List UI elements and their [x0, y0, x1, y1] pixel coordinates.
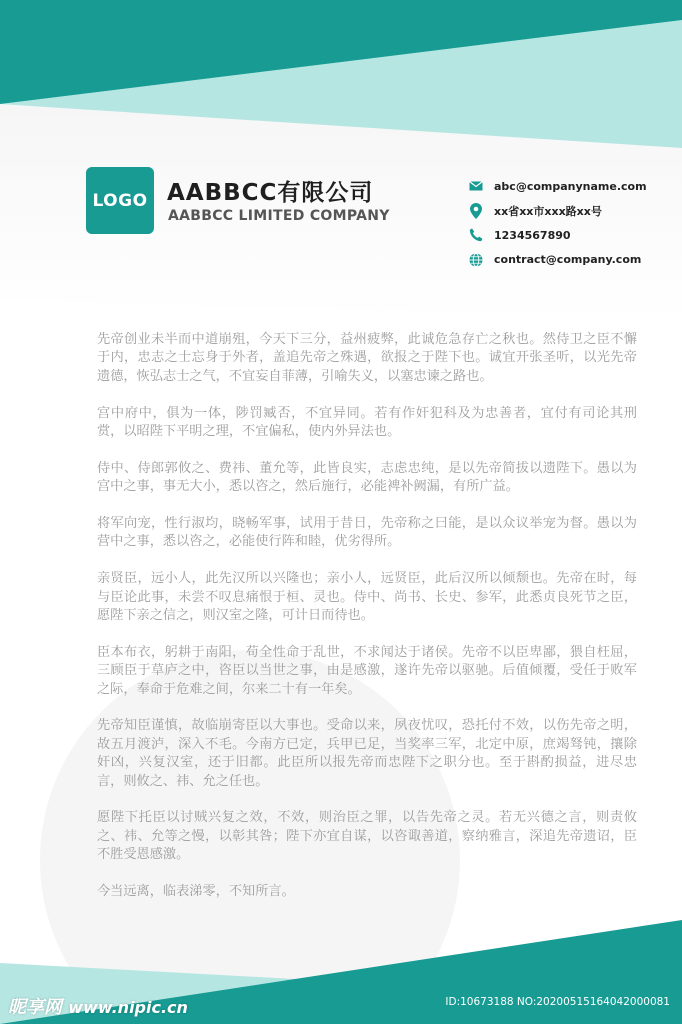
globe-icon — [468, 252, 484, 268]
body-paragraph: 先帝知臣谨慎，故临崩寄臣以大事也。受命以来，夙夜忧叹，恐托付不效，以伤先帝之明，故五月渡泸，深入不毛。今南方已定，兵甲已足，当奖率三军，北定中原，庶竭驽钝，攘除奸凶，兴复汉室，还于旧都。此臣所以报先帝而忠陛下之职分也。至于斟酌损益，进尽忠言，则攸之、祎、允之任也。 — [97, 718, 637, 789]
body-paragraph: 将军向宠，性行淑均，晓畅军事，试用于昔日，先帝称之曰能，是以众议举宠为督。愚以为营中之事，悉以咨之，必能使行阵和睦，优劣得所。 — [97, 516, 637, 550]
email-text: abc@companyname.com — [494, 179, 647, 193]
contact-block — [468, 174, 668, 272]
body-paragraph: 宫中府中，俱为一体，陟罚臧否，不宜异同。若有作奸犯科及为忠善者，宜付有司论其刑赏，以昭陛下平明之理，不宜偏私，使内外异法也。 — [97, 405, 637, 440]
watermark-site — [8, 993, 188, 1019]
address-text: xx省xx市xxx路xx号 — [494, 204, 602, 218]
contact-email — [468, 174, 668, 199]
contact-address — [468, 199, 668, 224]
contact-phone — [468, 223, 668, 248]
contact-website — [468, 248, 668, 273]
company-name-en: AABBCC LIMITED COMPANY — [168, 208, 390, 224]
body-paragraph: 先帝创业未半而中道崩殂，今天下三分，益州疲弊，此诚危急存亡之秋也。然侍卫之臣不懈于内，忠志之士忘身于外者，盖追先帝之殊遇，欲报之于陛下也。诚宜开张圣听，以光先帝遗德，恢弘志士之气，不宜妄自菲薄，引喻失义，以塞忠谏之路也。 — [97, 332, 637, 384]
watermark-site-name: 昵享网 — [8, 997, 62, 1018]
body-paragraph: 侍中、侍郎郭攸之、费祎、董允等，此皆良实，志虑忠纯，是以先帝简拔以遗陛下。愚以为宫中之事，事无大小，悉以咨之，然后施行，必能裨补阙漏，有所广益。 — [97, 460, 637, 495]
watermark-image-id: ID:10673188 NO:20200515164042000081 — [445, 996, 670, 1008]
logo-text: LOGO — [92, 190, 148, 211]
company-name-cn: AABBCC有限公司 — [167, 180, 374, 206]
phone-text: 1234567890 — [494, 228, 571, 242]
body-paragraph: 今当远离，临表涕零，不知所言。 — [97, 884, 295, 900]
letter-body — [97, 331, 637, 920]
body-paragraph: 臣本布衣，躬耕于南阳，苟全性命于乱世，不求闻达于诸侯。先帝不以臣卑鄙，猥自枉屈，三顾臣于草庐之中，咨臣以当世之事，由是感激，遂许先帝以驱驰。后值倾覆，受任于败军之际，奉命于危难之间，尔来二十有一年矣。 — [97, 644, 637, 697]
watermark-url: www.nipic.cn — [68, 998, 188, 1017]
phone-icon — [468, 227, 484, 243]
website-text: contract@company.com — [494, 253, 642, 267]
mail-icon — [468, 178, 484, 194]
location-pin-icon — [468, 203, 484, 219]
company-logo — [86, 167, 154, 234]
body-paragraph: 愿陛下托臣以讨贼兴复之效，不效，则治臣之罪，以告先帝之灵。若无兴德之言，则责攸之、祎、允等之慢，以彰其咎；陛下亦宜自谋，以咨诹善道，察纳雅言，深追先帝遗诏，臣不胜受恩感激。 — [97, 810, 637, 863]
body-paragraph: 亲贤臣，远小人，此先汉所以兴隆也；亲小人，远贤臣，此后汉所以倾颓也。先帝在时，每与臣论此事，未尝不叹息痛恨于桓、灵也。侍中、尚书、长史、参军，此悉贞良死节之臣，愿陛下亲之信之，则汉室之隆，可计日而待也。 — [97, 571, 637, 624]
